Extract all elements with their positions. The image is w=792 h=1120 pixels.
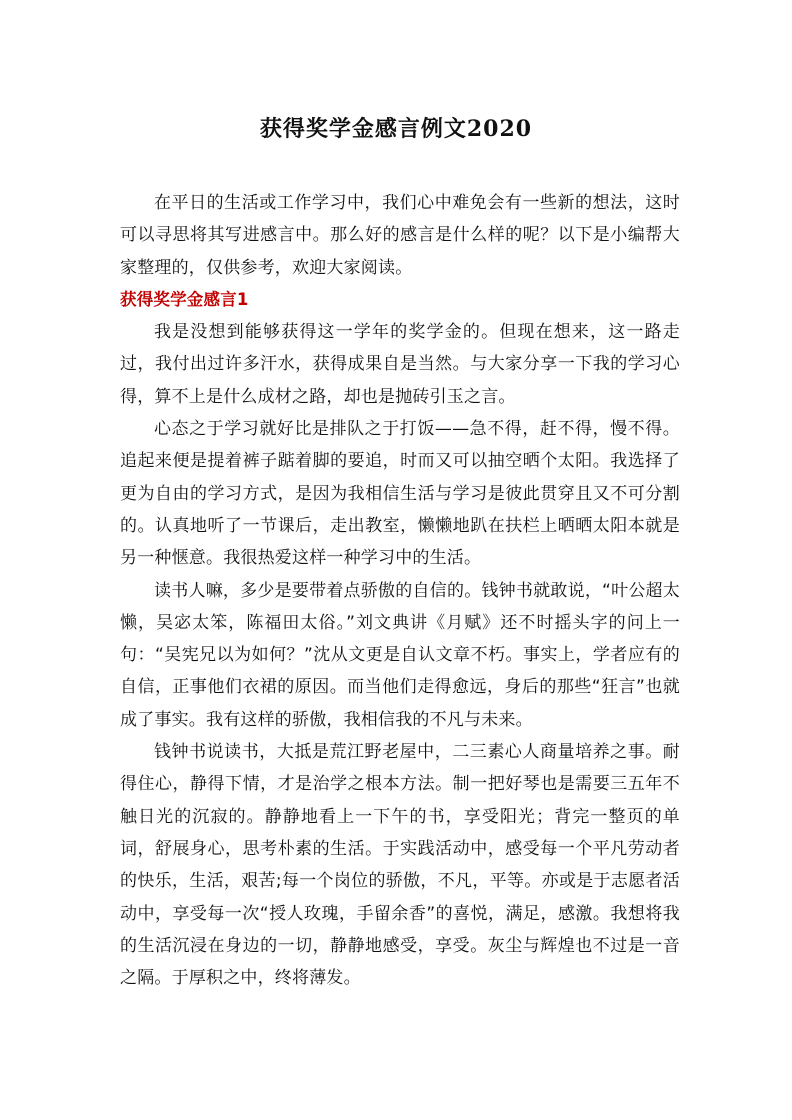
intro-paragraph: 在平日的生活或工作学习中，我们心中难免会有一些新的想法，这时可以寻思将其写进感言中。那么好的感言是什么样的呢？以下是小编帮大家整理的，仅供参考，欢迎大家阅读。 xyxy=(120,193,680,278)
page-title: 获得奖学金感言例文2020 xyxy=(259,116,533,142)
body-paragraph-4: 钱钟书说读书，大抵是荒江野老屋中，二三素心人商量培养之事。耐得住心，静得下情，才是治学之根本方法。制一把好琴也是需要三五年不触日光的沉寂的。静静地看上一下午的书，享受阳光；背完一整页的单词，舒展身心，思考朴素的生活。于实践活动中，感受每一个平凡劳动者的快乐，生活，艰苦;每一个岗位的骄傲，不凡，平等。亦或是于志愿者活动中，享受每一次“授人玫瑰，手留余香”的喜悦，满足，感激。我想将我的生活沉浸在身边的一切，静静地感受，享受。灰尘与辉煌也不过是一音之隔。于厚积之中，终将薄发。 xyxy=(120,742,680,989)
body-paragraph-2: 心态之于学习就好比是排队之于打饭——急不得，赶不得，慢不得。追起来便是提着裤子踮着脚的要追，时而又可以抽空晒个太阳。我选择了更为自由的学习方式，是因为我相信生活与学习是彼此贯穿且又不可分割的。认真地听了一节课后，走出教室，懒懒地趴在扶栏上晒晒太阳本就是另一种惬意。我很热爱这样一种学习中的生活。 xyxy=(120,419,680,569)
document-body xyxy=(120,187,680,994)
body-paragraph-1: 我是没想到能够获得这一学年的奖学金的。但现在想来，这一路走过，我付出过许多汗水，获得成果自是当然。与大家分享一下我的学习心得，算不上是什么成材之路，却也是抛砖引玉之言。 xyxy=(120,322,680,407)
body-paragraph-3: 读书人嘛，多少是要带着点骄傲的自信的。钱钟书就敢说，“叶公超太懒，吴宓太笨，陈福田太俗。”刘文典讲《月赋》还不时摇头字的问上一句：“吴宪兄以为如何？”沈从文更是自认文章不朽。事实上，学者应有的自信，正事他们衣裙的原因。而当他们走得愈远，身后的那些“狂言”也就成了事实。我有这样的骄傲，我相信我的不凡与未来。 xyxy=(120,580,680,730)
section-heading: 获得奖学金感言1 xyxy=(120,289,249,309)
